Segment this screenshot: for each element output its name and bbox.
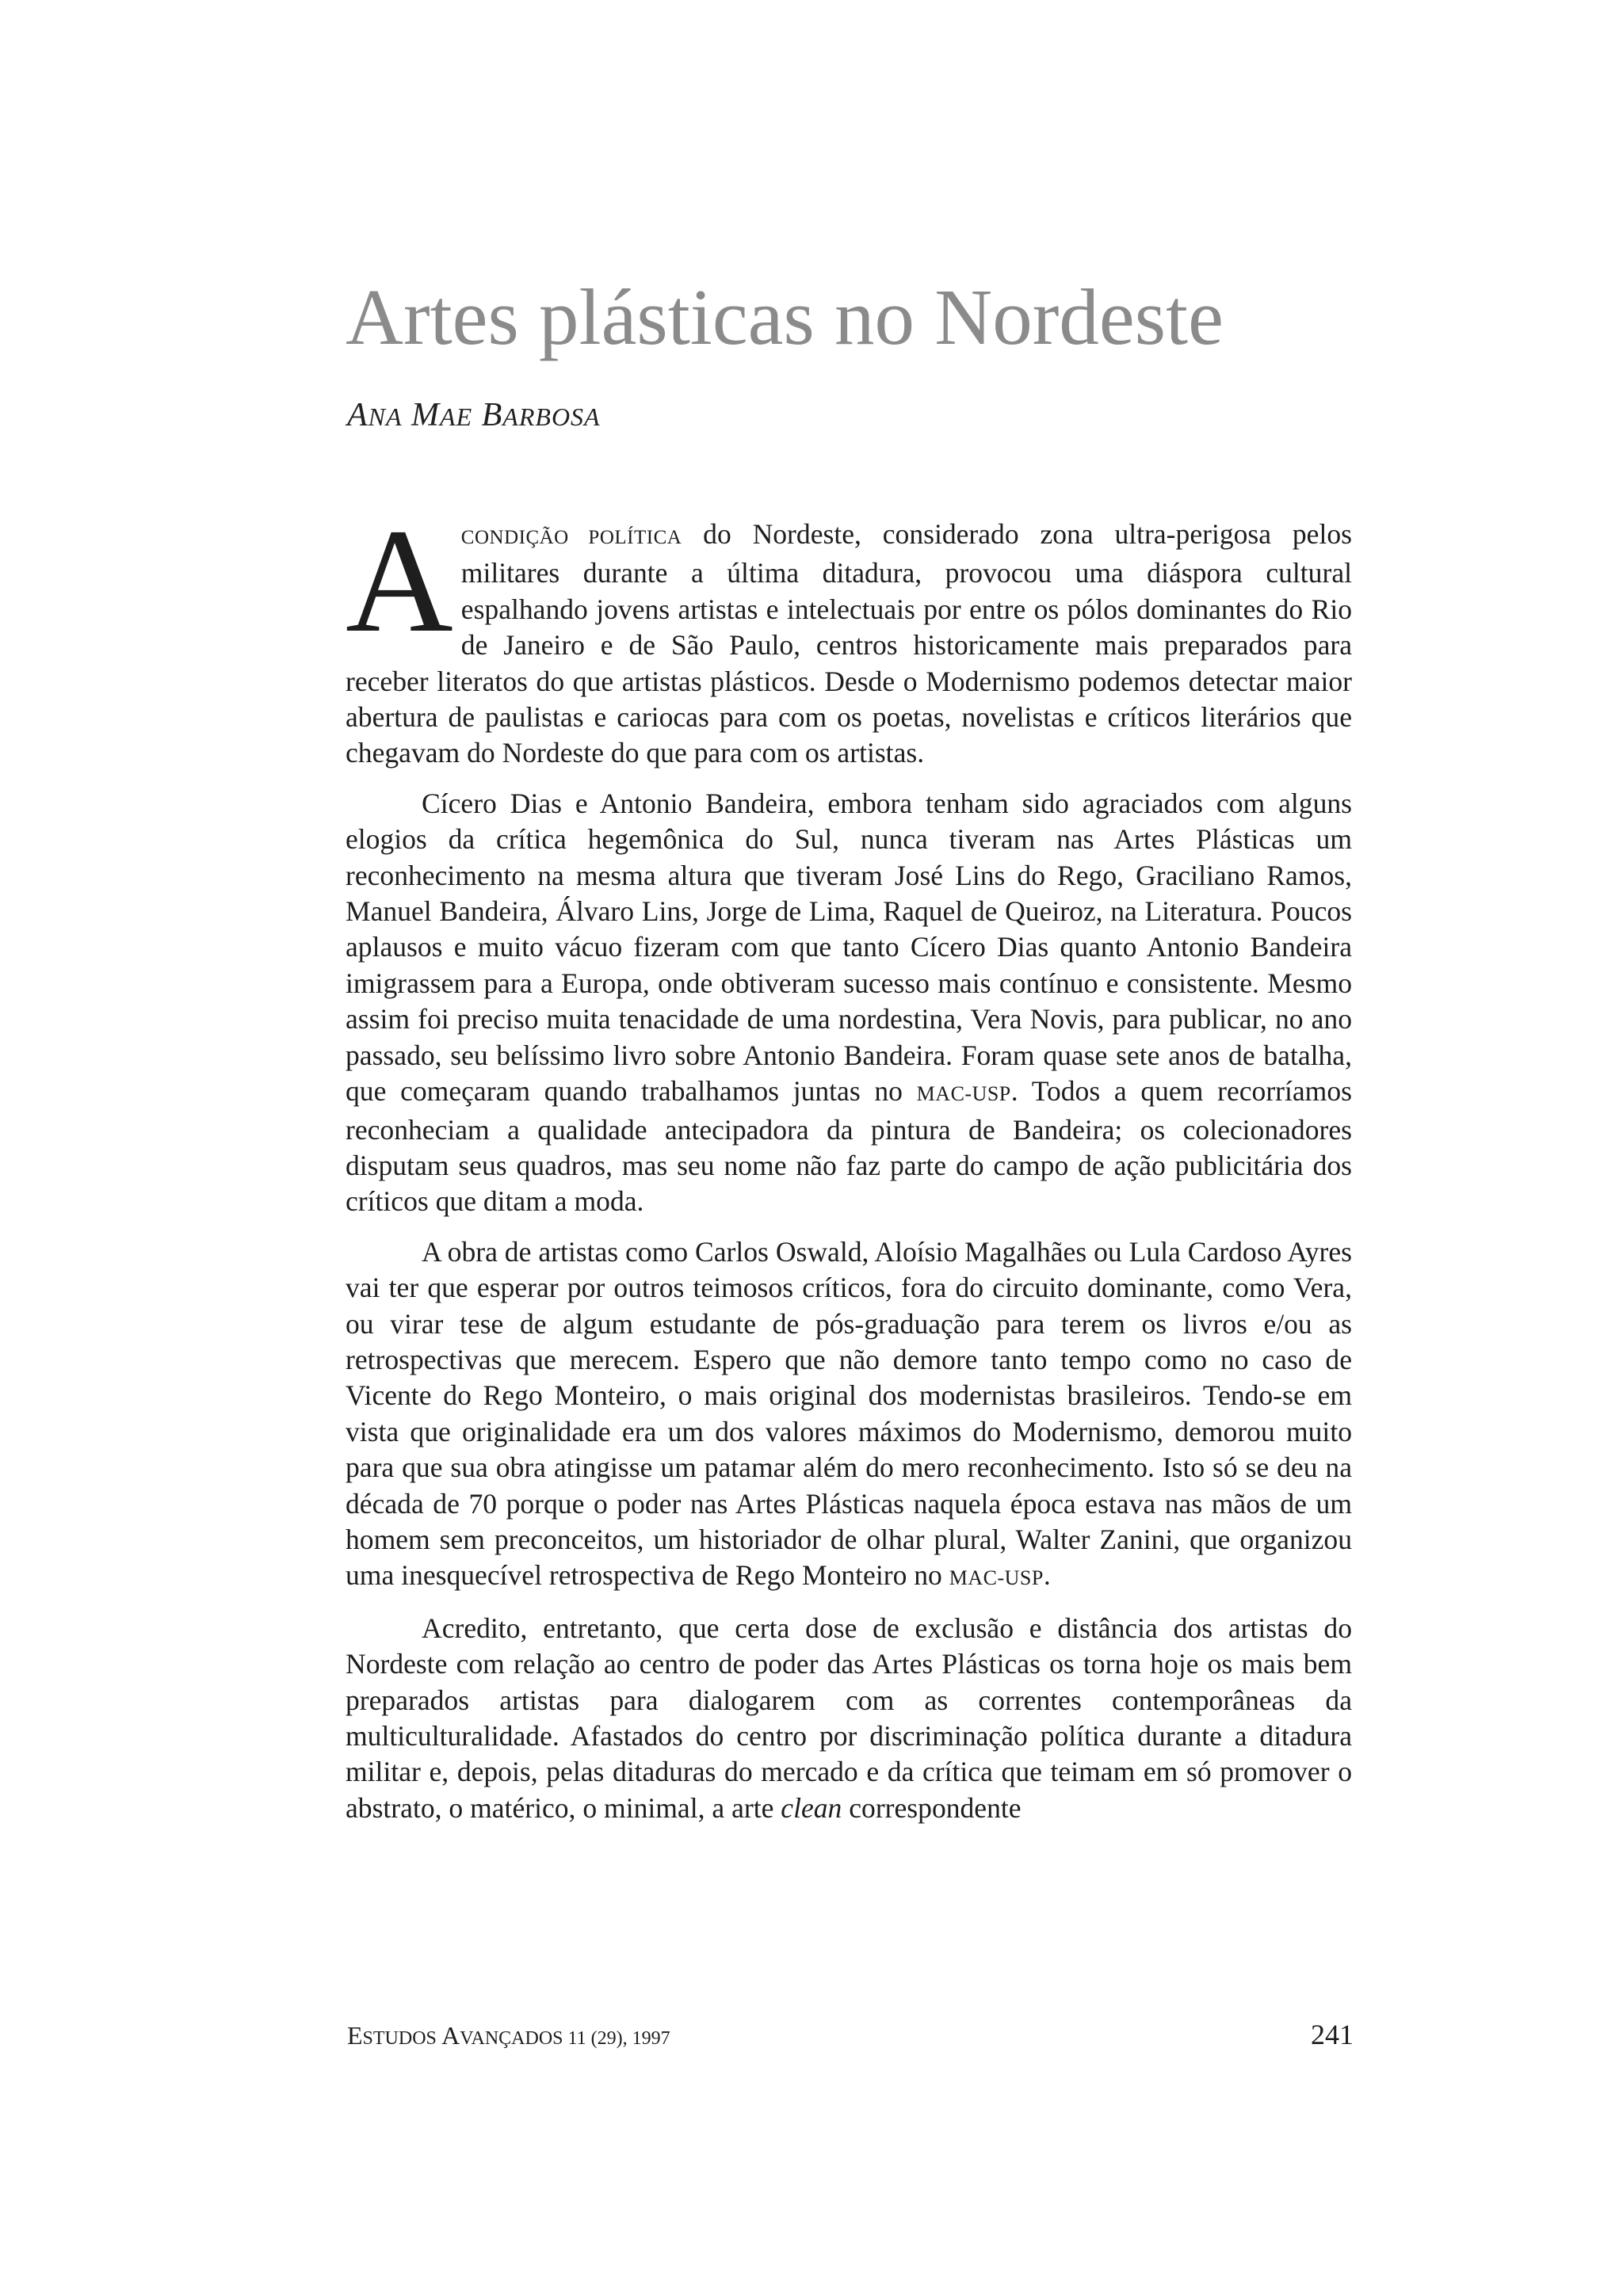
journal-initial-1: E: [347, 2021, 363, 2050]
author-initial-2: M: [411, 397, 441, 433]
paragraph-1: [346, 498, 1352, 772]
paragraph-2-text-a: Cícero Dias e Antonio Bandeira, embora tenham sido agraciados com alguns elogios da crítica hegemônica do Sul, nunca tiveram nas Artes Plásticas um reconhecimento na mesma altura que tiveram José Lins do Rego, Graciliano Ramos, Manuel Bandeira, Álvaro Lins, Jorge de Lima, Raquel de Queiroz, na Literatura. Poucos aplausos e muito vácuo fizeram com que tanto Cícero Dias quanto Antonio Bandeira imigrassem para a Europa, onde obtiveram sucesso mais contínuo e consistente. Mesmo assim foi preciso muita tenacidade de uma nordestina, Vera Novis, para publicar, no ano passado, seu belíssimo livro sobre Antonio Bandeira. Foram quase sete anos de batalha, que começaram quando trabalhamos juntas no: [346, 787, 1352, 1108]
journal-issue: 11 (29), 1997: [563, 2028, 670, 2049]
article-body: [346, 498, 1352, 1840]
paragraph-2: [346, 786, 1352, 1220]
journal-citation: [347, 2021, 670, 2050]
lead-in-smallcaps: CONDIÇÃO POLÍTICA: [460, 527, 682, 548]
author-smallcaps-2: AE: [440, 402, 473, 431]
author-initial-1: A: [347, 397, 369, 433]
paragraph-4-text-b: correspondente: [842, 1791, 1022, 1824]
acronym-mac-usp: MAC-USP: [949, 1566, 1044, 1590]
author-initial-3: B: [481, 397, 503, 433]
paragraph-1-text: do Nordeste, considerado zona ultra-perigosa pelos militares durante a última ditadura, provocou uma diáspora cultural espalhando jovens artistas e intelectuais por entre os pólos dominantes do Rio de Janeiro e de São Paulo, centros historicamente mais preparados para receber literatos do que artistas plásticos. Desde o Modernismo podemos detectar maior abertura de paulistas e cariocas para com os poetas, novelistas e críticos literários que chegavam do Nordeste do que para com os artistas.: [346, 518, 1352, 769]
paragraph-3: [346, 1234, 1352, 1596]
paragraph-3-text-a: A obra de artistas como Carlos Oswald, Aloísio Magalhães ou Lula Cardoso Ayres vai ter que esperar por outros teimosos críticos, fora do circuito dominante, como Vera, ou virar tese de algum estudante de pós-graduação para terem os livros e/ou as retrospectivas que merecem. Espero que não demore tanto tempo como no caso de Vicente do Rego Monteiro, o mais original dos modernistas brasileiros. Tendo-se em vista que originalidade era um dos valores máximos do Modernismo, demorou muito para que sua obra atingisse um patamar além do mero reconhecimento. Isto só se deu na década de 70 porque o poder nas Artes Plásticas naquela época estava nas mãos de um homem sem preconceitos, um historiador de olhar plural, Walter Zanini, que organizou uma inesquecível retrospectiva de Rego Monteiro no: [346, 1235, 1352, 1592]
drop-cap: A: [346, 498, 453, 663]
journal-smallcaps-2: VANÇADOS: [460, 2028, 563, 2049]
author-smallcaps-1: NA: [368, 402, 403, 431]
author-name: [347, 396, 601, 434]
paragraph-4-text-a: Acredito, entretanto, que certa dose de exclusão e distância dos artistas do Nordeste com relação ao centro de poder das Artes Plásticas os torna hoje os mais bem preparados artistas para dialogarem com as correntes contemporâneas da multiculturalidade. Afastados do centro por discriminação política durante a ditadura militar e, depois, pelas ditaduras do mercado e da crítica que teimam em só promover o abstrato, o matérico, o minimal, a arte: [346, 1611, 1352, 1824]
paragraph-3-text-b: .: [1043, 1559, 1051, 1592]
acronym-mac-usp: MAC-USP: [916, 1082, 1011, 1106]
paragraph-4: [346, 1611, 1352, 1826]
italic-word: clean: [781, 1791, 842, 1824]
paragraph-2-text-b: . Todos a quem recorríamos reconheciam a qualidade antecipadora da pintura de Bandeira; os colecionadores disputam seus quadros, mas seu nome não faz parte do campo de ação publicitária dos críticos que ditam a moda.: [346, 1075, 1352, 1218]
journal-initial-2: A: [441, 2021, 460, 2050]
article-title: Artes plásticas no Nordeste: [346, 273, 1224, 361]
journal-smallcaps-1: STUDOS: [362, 2028, 437, 2049]
page-number: 241: [1311, 2019, 1354, 2050]
author-smallcaps-3: ARBOSA: [502, 402, 601, 431]
